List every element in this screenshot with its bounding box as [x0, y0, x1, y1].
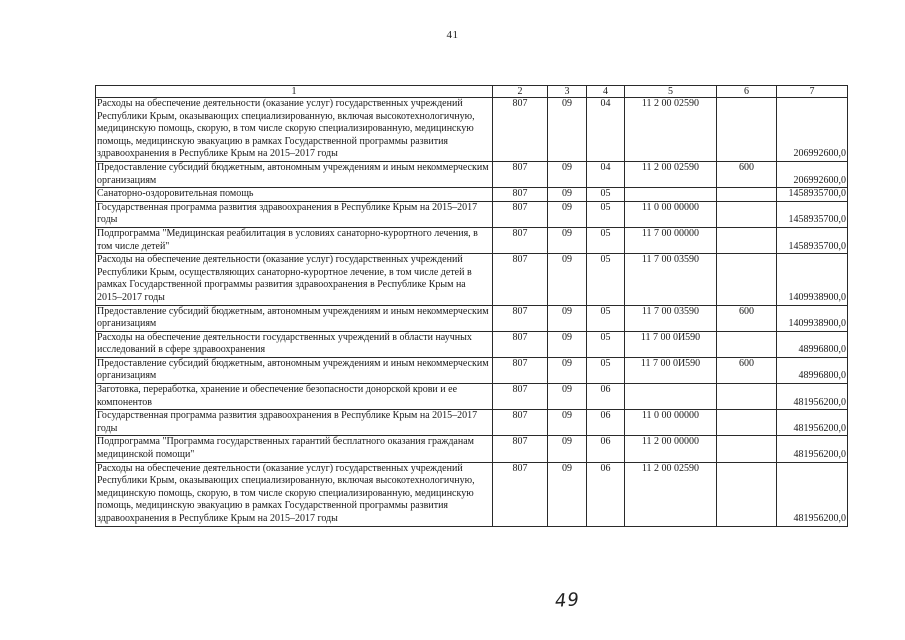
column-header: 4	[587, 86, 625, 98]
table-row	[96, 462, 848, 526]
page-number: 41	[446, 29, 459, 41]
cell-ministry-code: 807	[493, 357, 548, 383]
column-header: 5	[625, 86, 717, 98]
column-header: 1	[96, 86, 493, 98]
row-description: Государственная программа развития здравоохранения в Республике Крым на 2015–2017 годы	[96, 201, 493, 227]
cell-ministry-code: 807	[493, 305, 548, 331]
cell-amount: 1458935700,0	[777, 227, 848, 253]
cell-target-article	[625, 384, 717, 410]
row-description: Расходы на обеспечение деятельности (оказание услуг) государственных учреждений Республики Крым, осуществляющих санаторно-курортное лечение, в том числе детей в рамках Государственной программы развития здравоохранения в Республике Крым на 2015–2017 годы	[96, 254, 493, 305]
cell-ministry-code: 807	[493, 188, 548, 202]
table-row	[96, 98, 848, 162]
cell-ministry-code: 807	[493, 331, 548, 357]
cell-target-article: 11 7 00 03590	[625, 254, 717, 305]
cell-subsection: 05	[587, 305, 625, 331]
cell-section: 09	[548, 436, 587, 462]
cell-target-article: 11 2 00 02590	[625, 462, 717, 526]
cell-expense-type: 600	[717, 161, 777, 187]
cell-expense-type	[717, 384, 777, 410]
cell-amount: 48996800,0	[777, 331, 848, 357]
table-row	[96, 305, 848, 331]
cell-expense-type	[717, 254, 777, 305]
cell-ministry-code: 807	[493, 410, 548, 436]
cell-amount: 481956200,0	[777, 462, 848, 526]
row-description: Заготовка, переработка, хранение и обеспечение безопасности донорской крови и ее компонентов	[96, 384, 493, 410]
cell-expense-type: 600	[717, 305, 777, 331]
cell-amount: 1458935700,0	[777, 188, 848, 202]
cell-expense-type	[717, 201, 777, 227]
column-header: 3	[548, 86, 587, 98]
table-row	[96, 384, 848, 410]
row-description: Расходы на обеспечение деятельности государственных учреждений в области научных исследований в сфере здравоохранения	[96, 331, 493, 357]
row-description: Санаторно-оздоровительная помощь	[96, 188, 493, 202]
cell-subsection: 05	[587, 227, 625, 253]
cell-section: 09	[548, 161, 587, 187]
table-row	[96, 188, 848, 202]
cell-target-article: 11 7 00 00000	[625, 227, 717, 253]
cell-subsection: 05	[587, 254, 625, 305]
cell-section: 09	[548, 254, 587, 305]
cell-subsection: 04	[587, 161, 625, 187]
cell-subsection: 06	[587, 436, 625, 462]
cell-subsection: 05	[587, 201, 625, 227]
cell-expense-type	[717, 227, 777, 253]
cell-ministry-code: 807	[493, 98, 548, 162]
cell-section: 09	[548, 410, 587, 436]
cell-target-article: 11 7 00 0И590	[625, 357, 717, 383]
cell-subsection: 05	[587, 188, 625, 202]
row-description: Подпрограмма "Медицинская реабилитация в условиях санаторно-курортного лечения, в том числе детей"	[96, 227, 493, 253]
cell-section: 09	[548, 357, 587, 383]
cell-ministry-code: 807	[493, 384, 548, 410]
cell-section: 09	[548, 305, 587, 331]
row-description: Подпрограмма "Программа государственных гарантий бесплатного оказания гражданам медицинской помощи"	[96, 436, 493, 462]
column-header: 2	[493, 86, 548, 98]
table-row	[96, 357, 848, 383]
cell-subsection: 05	[587, 357, 625, 383]
cell-subsection: 06	[587, 410, 625, 436]
cell-amount: 48996800,0	[777, 357, 848, 383]
column-header: 6	[717, 86, 777, 98]
header-row	[96, 86, 848, 98]
cell-expense-type: 600	[717, 357, 777, 383]
cell-ministry-code: 807	[493, 462, 548, 526]
cell-amount: 206992600,0	[777, 98, 848, 162]
table-row	[96, 410, 848, 436]
cell-target-article: 11 2 00 00000	[625, 436, 717, 462]
cell-amount: 206992600,0	[777, 161, 848, 187]
cell-ministry-code: 807	[493, 161, 548, 187]
cell-amount: 481956200,0	[777, 410, 848, 436]
cell-amount: 1409938900,0	[777, 305, 848, 331]
cell-ministry-code: 807	[493, 227, 548, 253]
cell-expense-type	[717, 410, 777, 436]
cell-section: 09	[548, 462, 587, 526]
cell-section: 09	[548, 331, 587, 357]
cell-target-article	[625, 188, 717, 202]
cell-subsection: 06	[587, 462, 625, 526]
cell-target-article: 11 7 00 03590	[625, 305, 717, 331]
cell-ministry-code: 807	[493, 436, 548, 462]
cell-expense-type	[717, 436, 777, 462]
cell-section: 09	[548, 188, 587, 202]
cell-target-article: 11 7 00 0И590	[625, 331, 717, 357]
cell-subsection: 04	[587, 98, 625, 162]
row-description: Предоставление субсидий бюджетным, автономным учреждениям и иным некоммерческим организациям	[96, 305, 493, 331]
cell-amount: 481956200,0	[777, 436, 848, 462]
table-row	[96, 331, 848, 357]
cell-subsection: 06	[587, 384, 625, 410]
handwritten-page-number: 49	[554, 589, 581, 612]
cell-target-article: 11 0 00 00000	[625, 410, 717, 436]
column-header: 7	[777, 86, 848, 98]
cell-expense-type	[717, 462, 777, 526]
table-row	[96, 227, 848, 253]
cell-expense-type	[717, 98, 777, 162]
cell-subsection: 05	[587, 331, 625, 357]
cell-target-article: 11 0 00 00000	[625, 201, 717, 227]
cell-amount: 1458935700,0	[777, 201, 848, 227]
table-row	[96, 436, 848, 462]
cell-ministry-code: 807	[493, 254, 548, 305]
cell-target-article: 11 2 00 02590	[625, 98, 717, 162]
cell-amount: 1409938900,0	[777, 254, 848, 305]
cell-amount: 481956200,0	[777, 384, 848, 410]
row-description: Расходы на обеспечение деятельности (оказание услуг) государственных учреждений Республики Крым, оказывающих специализированную, включая высокотехнологичную, медицинскую помощь, скорую, в том числе скорую специализированную, медицинскую помощь, медицинскую эвакуацию в рамках Государственной программы развития здравоохранения в Республике Крым на 2015–2017 годы	[96, 462, 493, 526]
cell-expense-type	[717, 188, 777, 202]
row-description: Предоставление субсидий бюджетным, автономным учреждениям и иным некоммерческим организациям	[96, 357, 493, 383]
row-description: Предоставление субсидий бюджетным, автономным учреждениям и иным некоммерческим организациям	[96, 161, 493, 187]
table-row	[96, 161, 848, 187]
cell-section: 09	[548, 227, 587, 253]
row-description: Государственная программа развития здравоохранения в Республике Крым на 2015–2017 годы	[96, 410, 493, 436]
cell-section: 09	[548, 384, 587, 410]
cell-target-article: 11 2 00 02590	[625, 161, 717, 187]
row-description: Расходы на обеспечение деятельности (оказание услуг) государственных учреждений Республики Крым, оказывающих специализированную, включая высокотехнологичную, медицинскую помощь, скорую, в том числе скорую специализированную, медицинскую помощь, медицинскую эвакуацию в рамках Государственной программы развития здравоохранения в Республике Крым на 2015–2017 годы	[96, 98, 493, 162]
cell-section: 09	[548, 201, 587, 227]
cell-expense-type	[717, 331, 777, 357]
table-row	[96, 254, 848, 305]
cell-section: 09	[548, 98, 587, 162]
cell-ministry-code: 807	[493, 201, 548, 227]
table-row	[96, 201, 848, 227]
budget-table	[95, 85, 848, 527]
